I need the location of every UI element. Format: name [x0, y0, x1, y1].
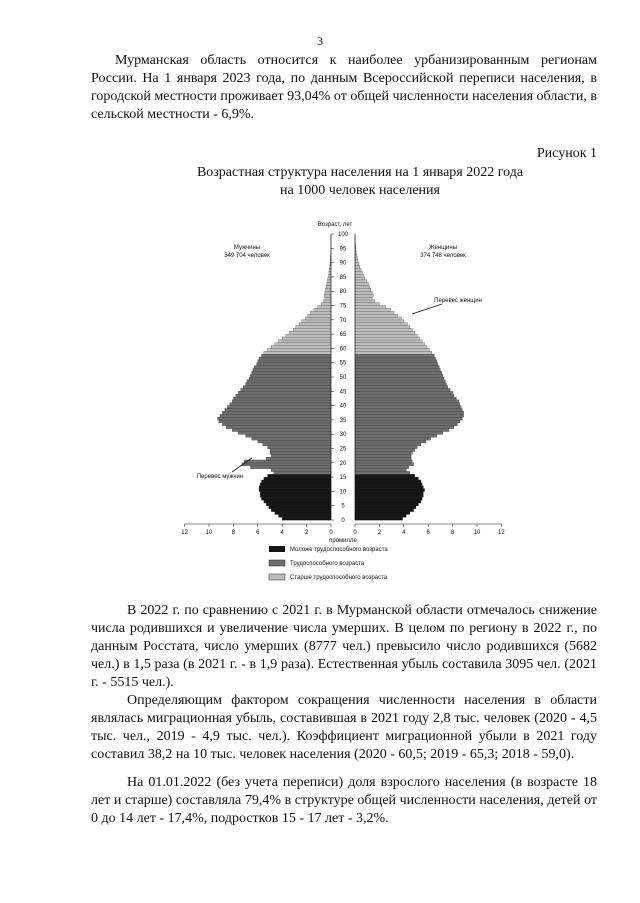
y-tick-label-85: 85 — [339, 274, 347, 281]
y-axis-label: Возраст, лет — [317, 222, 353, 228]
male-bar-age-26 — [263, 443, 331, 446]
intro-paragraph: Мурманская область относится к наиболее урбанизированным регионам России. На 1 января 2023 года, по данным Всероссийской переписи населения, в городской местности проживает 93,04% от общей численности населения области, в сельской местности - 6,9%. — [91, 53, 597, 122]
annotation-female-excess: Перевес женщин — [434, 298, 482, 304]
male-bar-age-42 — [233, 397, 331, 400]
female-bar-age-30 — [355, 431, 443, 434]
male-bar-age-71 — [308, 314, 331, 317]
y-tick-label-0: 0 — [341, 518, 345, 524]
y-tick-label-20: 20 — [339, 460, 347, 467]
y-tick-label-30: 30 — [339, 432, 347, 439]
female-bar-age-58 — [355, 351, 432, 354]
male-bar-age-7 — [261, 497, 331, 500]
paragraph-natural-decline: В 2022 г. по сравнению с 2021 г. в Мурманской области отмечалось снижение числа родившихся и увеличение числа умерших. В целом по региону в 2022 г., по данным Росстата, число умерших (8777 чел.) превысило число родившихся (5682 чел.) в 1,5 раза (в 2021 г. - в 1,9 раза). Естественная убыль составила 3095 чел. (2021 г. - 5515 чел.). — [91, 603, 597, 690]
male-bar-age-25 — [268, 446, 331, 449]
female-bar-age-48 — [355, 380, 445, 383]
female-bar-age-14 — [355, 477, 418, 480]
male-bar-age-69 — [302, 320, 331, 323]
female-bar-age-19 — [355, 463, 414, 466]
female-bar-age-88 — [355, 265, 360, 268]
female-bar-age-4 — [355, 506, 416, 509]
female-bar-age-79 — [355, 291, 372, 294]
male-bar-age-57 — [261, 354, 331, 357]
female-bar-age-51 — [355, 371, 442, 374]
x-tick-right-label-4: 4 — [402, 530, 406, 536]
male-bar-age-10 — [259, 489, 331, 492]
legend-label-young: Моложе трудоспособного возраста — [290, 547, 388, 553]
male-bar-age-66 — [293, 328, 331, 331]
male-bar-age-0 — [282, 517, 331, 520]
male-bar-age-46 — [243, 386, 331, 389]
female-bar-age-42 — [355, 397, 456, 400]
y-tick-label-100: 100 — [337, 232, 349, 238]
y-tick-label-70: 70 — [339, 317, 347, 324]
female-bar-age-0 — [355, 517, 403, 520]
male-bar-age-27 — [258, 440, 331, 443]
male-bar-age-86 — [329, 271, 331, 274]
male-bar-age-61 — [275, 343, 331, 346]
x-tick-left-label-6: 6 — [256, 530, 260, 536]
male-bar-age-8 — [260, 494, 331, 497]
x-tick-right-label-6: 6 — [426, 530, 430, 536]
male-bar-age-1 — [279, 514, 331, 517]
female-bar-age-36 — [355, 414, 464, 417]
female-bar-age-53 — [355, 366, 439, 369]
male-bar-age-28 — [252, 437, 331, 440]
male-bar-age-80 — [326, 288, 331, 291]
male-bar-age-56 — [259, 357, 331, 360]
legend-swatch-elderly — [269, 574, 285, 580]
male-bar-age-60 — [271, 346, 331, 349]
male-bar-age-13 — [261, 480, 331, 483]
male-bar-age-49 — [249, 377, 331, 380]
male-bar-age-4 — [269, 506, 331, 509]
male-bar-age-24 — [270, 449, 331, 452]
paragraph-migration: Определяющим фактором сокращения численности населения в области являлась миграционная убыль, составившая в 2021 году 2,8 тыс. человек (2020 - 4,5 тыс. чел., 2019 - 4,9 тыс. чел.). Коэффициент миграционной убыли в 2021 году составил 38,2 на 10 тыс. человек населения (2020 - 60,5; 2019 - 65,3; 2018 - 59,0). — [91, 693, 597, 762]
male-bar-age-58 — [264, 351, 331, 354]
female-bar-age-52 — [355, 368, 440, 371]
male-bar-age-32 — [226, 426, 331, 429]
x-tick-left-label-4: 4 — [280, 530, 284, 536]
male-bar-age-74 — [318, 306, 331, 309]
male-bar-age-2 — [275, 511, 331, 514]
female-bar-age-71 — [355, 314, 398, 317]
figure-title-line2: на 1000 человек населения — [280, 183, 440, 198]
female-bar-age-20 — [355, 460, 412, 463]
female-bar-age-64 — [355, 334, 417, 337]
male-bar-age-83 — [327, 280, 331, 283]
female-bar-age-44 — [355, 391, 453, 394]
female-bar-age-1 — [355, 514, 406, 517]
male-bar-age-37 — [222, 411, 331, 414]
y-tick-label-60: 60 — [339, 346, 347, 353]
x-tick-left-label-0: 0 — [329, 530, 333, 536]
female-bar-age-77 — [355, 297, 372, 300]
male-bar-age-9 — [260, 491, 331, 494]
x-tick-right-label-8: 8 — [450, 530, 455, 536]
female-bar-age-57 — [355, 354, 434, 357]
y-tick-label-65: 65 — [339, 332, 347, 339]
male-bar-age-76 — [324, 300, 331, 303]
female-bar-age-78 — [355, 294, 373, 297]
female-bar-age-72 — [355, 311, 394, 314]
female-bar-age-59 — [355, 348, 429, 351]
female-bar-age-39 — [355, 406, 461, 409]
female-bar-age-35 — [355, 417, 462, 420]
female-bar-age-66 — [355, 328, 412, 331]
y-tick-label-75: 75 — [339, 303, 347, 310]
male-bar-age-78 — [324, 294, 331, 297]
male-bar-age-5 — [266, 503, 331, 506]
male-bar-age-19 — [242, 463, 331, 466]
female-bar-age-61 — [355, 343, 425, 346]
x-axis-label: промилле — [329, 538, 357, 544]
female-bar-age-18 — [355, 466, 409, 469]
female-label: Женщины — [428, 245, 458, 251]
female-bar-age-85 — [355, 274, 364, 277]
male-label: Мужчины — [233, 245, 261, 251]
female-total: 374 748 человек — [420, 253, 466, 259]
x-tick-right-label-0: 0 — [353, 530, 357, 536]
female-bar-age-8 — [355, 494, 423, 497]
male-bar-age-50 — [250, 374, 331, 377]
male-bar-age-20 — [244, 460, 331, 463]
x-tick-right-label-10: 10 — [473, 530, 481, 536]
male-bar-age-73 — [314, 308, 331, 311]
female-bar-age-49 — [355, 377, 444, 380]
male-bar-age-53 — [254, 366, 331, 369]
male-bar-age-14 — [264, 477, 331, 480]
male-bar-age-31 — [232, 428, 331, 431]
male-bar-age-39 — [227, 406, 331, 409]
female-bar-age-26 — [355, 443, 421, 446]
male-bar-age-6 — [264, 500, 331, 503]
y-tick-label-40: 40 — [339, 403, 347, 410]
female-bar-age-21 — [355, 457, 411, 460]
male-bar-age-52 — [253, 368, 331, 371]
male-bar-age-29 — [246, 434, 331, 437]
male-bar-age-12 — [260, 483, 331, 486]
male-bar-age-77 — [325, 297, 331, 300]
y-tick-label-10: 10 — [339, 489, 347, 496]
male-bar-age-41 — [232, 400, 331, 403]
male-bar-age-43 — [236, 394, 331, 397]
annotation-male-excess: Перевес мужчин — [196, 474, 244, 480]
female-bar-age-62 — [355, 340, 422, 343]
legend-swatch-young — [269, 546, 285, 552]
y-tick-label-25: 25 — [339, 446, 347, 453]
female-bar-age-10 — [355, 489, 425, 492]
female-bar-age-84 — [355, 277, 365, 280]
male-bar-age-23 — [270, 451, 331, 454]
female-bar-age-46 — [355, 386, 448, 389]
female-bar-age-13 — [355, 480, 421, 483]
female-bar-age-37 — [355, 411, 464, 414]
female-bar-age-23 — [355, 451, 412, 454]
figure-title-line1: Возрастная структура населения на 1 января 2022 года — [196, 165, 524, 180]
male-bar-age-15 — [268, 474, 331, 477]
female-bar-age-54 — [355, 363, 438, 366]
female-bar-age-15 — [355, 474, 415, 477]
x-tick-left-label-12: 12 — [181, 530, 188, 536]
female-bar-age-81 — [355, 285, 370, 288]
male-bar-age-33 — [222, 423, 331, 426]
y-tick-label-45: 45 — [339, 389, 347, 396]
legend-label-working: Трудоспособного возраста — [290, 561, 365, 567]
male-bar-age-47 — [246, 383, 331, 386]
female-bar-age-73 — [355, 308, 390, 311]
y-tick-label-80: 80 — [339, 289, 347, 296]
y-tick-label-5: 5 — [341, 503, 345, 510]
female-bar-age-74 — [355, 306, 386, 309]
female-bar-age-3 — [355, 509, 414, 512]
female-bar-age-60 — [355, 346, 427, 349]
female-bar-age-69 — [355, 320, 404, 323]
female-bar-age-70 — [355, 317, 401, 320]
male-bar-age-55 — [258, 360, 331, 363]
female-bar-age-34 — [355, 420, 460, 423]
female-bar-age-43 — [355, 394, 454, 397]
paragraph-age-shares: На 01.01.2022 (без учета переписи) доля взрослого населения (в возрасте 18 лет и старше) составляла 79,4% в структуре общей численности населения, детей от 0 до 14 лет - 17,4%, подростков 15 - 17 лет - 3,2%. — [91, 775, 597, 826]
female-bar-age-50 — [355, 374, 443, 377]
female-bar-age-24 — [355, 449, 415, 452]
male-bar-age-44 — [238, 391, 331, 394]
male-total: 349 704 человек — [224, 253, 270, 259]
female-bar-age-86 — [355, 271, 362, 274]
male-bar-age-40 — [230, 403, 331, 406]
female-bar-age-32 — [355, 426, 454, 429]
male-bar-age-72 — [310, 311, 331, 314]
female-bar-age-68 — [355, 323, 407, 326]
female-bar-age-87 — [355, 268, 361, 271]
female-bar-age-45 — [355, 388, 450, 391]
male-bar-age-11 — [259, 486, 331, 489]
male-bar-age-3 — [271, 509, 331, 512]
male-bar-age-35 — [218, 417, 331, 420]
male-bar-age-63 — [282, 337, 331, 340]
y-tick-label-15: 15 — [339, 475, 347, 482]
y-tick-label-35: 35 — [339, 417, 347, 424]
legend-label-elderly: Старше трудоспособного возраста — [290, 575, 388, 581]
female-bar-age-2 — [355, 511, 410, 514]
male-bar-age-51 — [252, 371, 331, 374]
female-bar-age-40 — [355, 403, 460, 406]
male-bar-age-54 — [257, 363, 331, 366]
female-bar-age-33 — [355, 423, 457, 426]
female-bar-age-38 — [355, 408, 462, 411]
female-bars — [355, 234, 464, 520]
x-tick-right-label-12: 12 — [498, 530, 505, 536]
annotation-female-arrow — [412, 304, 442, 314]
female-bar-age-65 — [355, 331, 415, 334]
female-bar-age-25 — [355, 446, 417, 449]
female-bar-age-9 — [355, 491, 423, 494]
female-bar-age-12 — [355, 483, 422, 486]
female-bar-age-80 — [355, 288, 371, 291]
male-bar-age-84 — [328, 277, 331, 280]
male-bar-age-68 — [299, 323, 331, 326]
female-bar-age-63 — [355, 337, 420, 340]
female-bar-age-89 — [355, 263, 359, 266]
female-bar-age-76 — [355, 300, 375, 303]
male-bar-age-64 — [286, 334, 331, 337]
male-bar-age-67 — [296, 326, 331, 329]
male-bar-age-17 — [271, 469, 331, 472]
male-bar-age-16 — [274, 471, 331, 474]
female-bar-age-56 — [355, 357, 436, 360]
male-bar-age-18 — [250, 466, 331, 469]
female-bar-age-5 — [355, 503, 418, 506]
y-tick-label-90: 90 — [339, 260, 347, 267]
male-bar-age-30 — [238, 431, 331, 434]
x-tick-right-label-2: 2 — [377, 530, 382, 536]
female-bar-age-16 — [355, 471, 410, 474]
female-bar-age-91 — [355, 257, 357, 260]
male-bar-age-59 — [268, 348, 331, 351]
male-bar-age-22 — [271, 454, 331, 457]
male-bar-age-38 — [225, 408, 331, 411]
y-tick-label-55: 55 — [339, 360, 347, 367]
male-bar-age-62 — [279, 340, 331, 343]
female-bar-age-55 — [355, 360, 437, 363]
male-bar-age-79 — [325, 291, 331, 294]
male-bar-age-81 — [326, 285, 331, 288]
female-bar-age-90 — [355, 260, 358, 263]
male-bar-age-82 — [327, 283, 331, 286]
male-bar-age-65 — [290, 331, 331, 334]
chart-axes — [181, 232, 505, 536]
male-bar-age-85 — [329, 274, 331, 277]
legend — [269, 546, 388, 581]
female-bar-age-41 — [355, 400, 459, 403]
male-bar-age-21 — [266, 457, 331, 460]
female-bar-age-28 — [355, 437, 431, 440]
y-tick-label-95: 95 — [339, 246, 347, 253]
female-bar-age-31 — [355, 428, 449, 431]
male-bar-age-36 — [220, 414, 331, 417]
female-bar-age-11 — [355, 486, 423, 489]
female-bar-age-29 — [355, 434, 437, 437]
y-tick-label-50: 50 — [339, 375, 347, 381]
female-bar-age-27 — [355, 440, 426, 443]
female-bar-age-6 — [355, 500, 421, 503]
figure-number: Рисунок 1 — [536, 146, 597, 161]
male-bar-age-34 — [219, 420, 331, 423]
x-tick-left-label-8: 8 — [231, 530, 236, 536]
female-bar-age-82 — [355, 283, 368, 286]
male-bar-age-75 — [321, 303, 331, 306]
female-bar-age-75 — [355, 303, 379, 306]
male-bar-age-70 — [305, 317, 331, 320]
female-bar-age-83 — [355, 280, 367, 283]
male-bar-age-48 — [247, 380, 331, 383]
page-number: 3 — [317, 34, 323, 48]
female-bar-age-7 — [355, 497, 422, 500]
male-bar-age-45 — [241, 388, 331, 391]
x-tick-left-label-10: 10 — [205, 530, 213, 536]
female-bar-age-17 — [355, 469, 406, 472]
female-bar-age-47 — [355, 383, 447, 386]
legend-swatch-working — [269, 560, 285, 566]
female-bar-age-22 — [355, 454, 411, 457]
female-bar-age-67 — [355, 326, 410, 329]
x-tick-left-label-2: 2 — [304, 530, 309, 536]
